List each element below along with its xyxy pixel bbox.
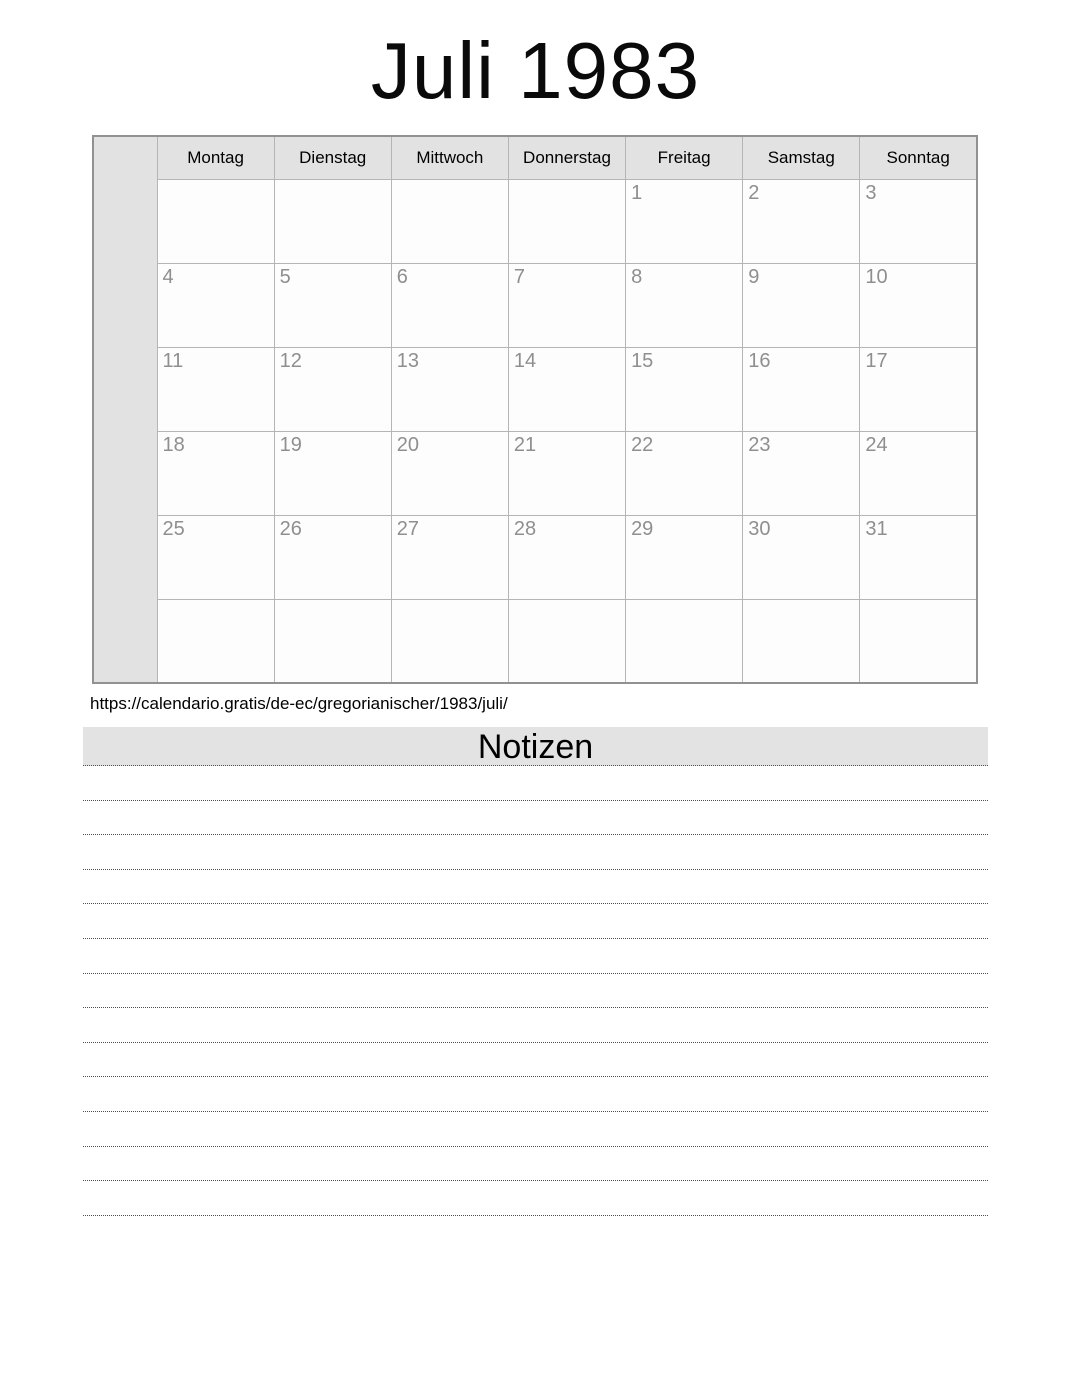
weekday-header-freitag: Freitag bbox=[626, 136, 743, 179]
day-number: 8 bbox=[631, 265, 643, 288]
note-line bbox=[83, 766, 988, 801]
calendar-day-cell bbox=[157, 347, 274, 431]
source-url: https://calendario.gratis/de-ec/gregorianischer/1983/juli/ bbox=[90, 694, 508, 713]
note-line bbox=[83, 870, 988, 905]
calendar-week-row bbox=[93, 431, 977, 515]
calendar-day-cell bbox=[157, 515, 274, 599]
note-line bbox=[83, 1147, 988, 1182]
calendar-empty-cell bbox=[508, 599, 625, 683]
weekday-header-sonntag: Sonntag bbox=[860, 136, 977, 179]
calendar-day-cell bbox=[508, 347, 625, 431]
calendar-empty-cell bbox=[508, 179, 625, 263]
calendar-day-cell bbox=[508, 263, 625, 347]
calendar-day-cell bbox=[626, 263, 743, 347]
notes-section bbox=[83, 727, 988, 1216]
calendar-day-cell bbox=[274, 347, 391, 431]
day-number: 16 bbox=[748, 349, 771, 372]
calendar-empty-cell bbox=[860, 599, 977, 683]
calendar-day-cell bbox=[626, 515, 743, 599]
day-number: 15 bbox=[631, 349, 654, 372]
weekday-header-dienstag: Dienstag bbox=[274, 136, 391, 179]
calendar-day-cell bbox=[860, 431, 977, 515]
weekday-header-samstag: Samstag bbox=[743, 136, 860, 179]
calendar-week-row bbox=[93, 515, 977, 599]
calendar-week-row bbox=[93, 263, 977, 347]
day-number: 23 bbox=[748, 433, 771, 456]
notes-title: Notizen bbox=[83, 727, 988, 766]
weekday-header-donnerstag: Donnerstag bbox=[508, 136, 625, 179]
calendar-day-cell bbox=[157, 431, 274, 515]
day-number: 17 bbox=[865, 349, 888, 372]
day-number: 25 bbox=[162, 517, 185, 540]
calendar-day-cell bbox=[860, 347, 977, 431]
day-number: 3 bbox=[865, 181, 877, 204]
day-number: 6 bbox=[396, 265, 408, 288]
note-line bbox=[83, 835, 988, 870]
note-line bbox=[83, 1043, 988, 1078]
calendar-empty-cell bbox=[391, 599, 508, 683]
note-line bbox=[83, 1181, 988, 1216]
day-number: 20 bbox=[396, 433, 420, 456]
calendar-empty-cell bbox=[157, 599, 274, 683]
calendar-day-cell bbox=[743, 515, 860, 599]
calendar-day-cell bbox=[391, 347, 508, 431]
calendar-day-cell bbox=[391, 263, 508, 347]
weekday-header-montag: Montag bbox=[157, 136, 274, 179]
note-line bbox=[83, 801, 988, 836]
calendar-day-cell bbox=[860, 263, 977, 347]
calendar-day-cell bbox=[157, 263, 274, 347]
calendar-day-cell bbox=[274, 515, 391, 599]
calendar-week-row bbox=[93, 599, 977, 683]
day-number: 27 bbox=[396, 517, 420, 540]
weekday-header-mittwoch: Mittwoch bbox=[391, 136, 508, 179]
day-number: 1 bbox=[631, 181, 643, 204]
day-number: 30 bbox=[748, 517, 771, 540]
day-number: 21 bbox=[513, 433, 537, 456]
calendar-empty-cell bbox=[626, 599, 743, 683]
calendar-day-cell bbox=[508, 431, 625, 515]
calendar-day-cell bbox=[860, 179, 977, 263]
notes-lines bbox=[83, 766, 988, 1216]
calendar-week-row bbox=[93, 347, 977, 431]
calendar-day-cell bbox=[743, 347, 860, 431]
day-number: 31 bbox=[865, 517, 888, 540]
day-number: 2 bbox=[748, 181, 760, 204]
day-number: 28 bbox=[513, 517, 537, 540]
note-line bbox=[83, 1112, 988, 1147]
calendar-empty-cell bbox=[157, 179, 274, 263]
calendar-table bbox=[92, 135, 978, 684]
calendar-day-cell bbox=[743, 179, 860, 263]
day-number: 9 bbox=[748, 265, 760, 288]
calendar-day-cell bbox=[626, 431, 743, 515]
calendar-empty-cell bbox=[274, 599, 391, 683]
note-line bbox=[83, 1008, 988, 1043]
note-line bbox=[83, 904, 988, 939]
calendar-day-cell bbox=[274, 263, 391, 347]
day-number: 11 bbox=[162, 349, 184, 372]
day-number: 4 bbox=[162, 265, 174, 288]
day-number: 14 bbox=[513, 349, 537, 372]
page-title: Juli 1983 bbox=[370, 26, 701, 115]
calendar-day-cell bbox=[508, 515, 625, 599]
calendar-header-row bbox=[93, 136, 977, 179]
day-number: 19 bbox=[279, 433, 302, 456]
day-number: 26 bbox=[279, 517, 302, 540]
day-number: 24 bbox=[865, 433, 888, 456]
calendar-empty-cell bbox=[274, 179, 391, 263]
calendar-day-cell bbox=[743, 431, 860, 515]
day-number: 18 bbox=[162, 433, 185, 456]
day-number: 12 bbox=[279, 349, 302, 372]
day-number: 29 bbox=[631, 517, 654, 540]
note-line bbox=[83, 974, 988, 1009]
calendar-day-cell bbox=[860, 515, 977, 599]
day-number: 7 bbox=[513, 265, 526, 288]
note-line bbox=[83, 939, 988, 974]
day-number: 22 bbox=[631, 433, 654, 456]
calendar-day-cell bbox=[743, 263, 860, 347]
calendar-day-cell bbox=[626, 347, 743, 431]
note-line bbox=[83, 1077, 988, 1112]
day-number: 13 bbox=[396, 349, 420, 372]
calendar-empty-cell bbox=[743, 599, 860, 683]
calendar-day-cell bbox=[274, 431, 391, 515]
week-gutter-column bbox=[93, 136, 157, 683]
day-number: 5 bbox=[279, 265, 291, 288]
calendar-day-cell bbox=[391, 431, 508, 515]
calendar-week-row bbox=[93, 179, 977, 263]
calendar-day-cell bbox=[391, 515, 508, 599]
day-number: 10 bbox=[865, 265, 888, 288]
calendar-day-cell bbox=[626, 179, 743, 263]
calendar-empty-cell bbox=[391, 179, 508, 263]
